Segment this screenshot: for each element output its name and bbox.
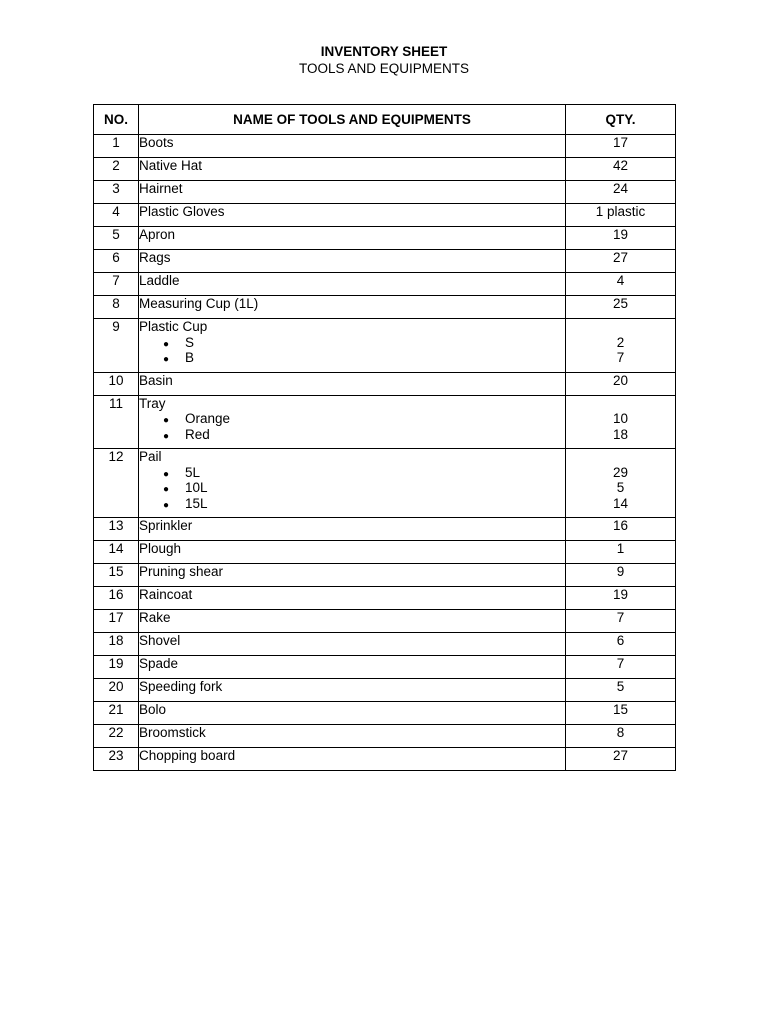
sub-item-label: 15L	[185, 495, 208, 511]
table-row	[94, 518, 676, 541]
cell-qty	[566, 372, 676, 395]
qty-spacer	[566, 396, 675, 412]
header-row	[94, 105, 676, 135]
table-row	[94, 319, 676, 373]
cell-no: 8	[94, 296, 139, 319]
sub-item-label: S	[185, 334, 195, 350]
sub-item-qty: 5	[616, 480, 625, 495]
cell-name	[139, 273, 566, 296]
qty-spacer	[566, 449, 675, 465]
qty-spacer	[566, 319, 675, 335]
bullet-icon: ●	[163, 338, 170, 350]
item-qty: 19	[612, 227, 629, 242]
sub-item-qty: 14	[612, 495, 629, 511]
cell-qty	[566, 204, 676, 227]
item-name: Apron	[139, 227, 176, 242]
cell-name	[139, 372, 566, 395]
document-subtitle: TOOLS AND EQUIPMENTS	[298, 61, 470, 76]
item-qty: 4	[616, 273, 625, 288]
cell-qty	[566, 518, 676, 541]
cell-no: 20	[94, 679, 139, 702]
cell-no: 5	[94, 227, 139, 250]
cell-no: 13	[94, 518, 139, 541]
cell-no: 2	[94, 158, 139, 181]
cell-no: 21	[94, 702, 139, 725]
cell-no: 19	[94, 656, 139, 679]
sub-item-qty: 7	[616, 350, 625, 365]
bullet-icon: ●	[163, 484, 170, 495]
item-qty: 25	[612, 296, 629, 311]
table-row	[94, 250, 676, 273]
item-qty: 20	[612, 372, 629, 388]
cell-no: 18	[94, 633, 139, 656]
item-qty: 9	[616, 564, 625, 579]
sub-item-label: Red	[185, 426, 210, 442]
cell-no: 9	[94, 319, 139, 373]
cell-name	[139, 296, 566, 319]
cell-no: 12	[94, 449, 139, 518]
cell-no: 1	[94, 135, 139, 158]
cell-qty	[566, 181, 676, 204]
table-body	[94, 135, 676, 771]
cell-qty	[566, 158, 676, 181]
document-title: INVENTORY SHEET	[320, 44, 448, 59]
table-row	[94, 372, 676, 395]
table-row	[94, 181, 676, 204]
cell-name	[139, 564, 566, 587]
table-row	[94, 204, 676, 227]
table-row	[94, 135, 676, 158]
item-name: Hairnet	[139, 181, 183, 196]
item-name: Boots	[139, 135, 174, 150]
sub-item-qty: 2	[616, 334, 625, 350]
document-header	[0, 43, 768, 77]
cell-qty	[566, 319, 676, 373]
item-name: Shovel	[139, 633, 181, 648]
table-row	[94, 656, 676, 679]
cell-name	[139, 518, 566, 541]
cell-name	[139, 633, 566, 656]
cell-no: 17	[94, 610, 139, 633]
cell-name	[139, 610, 566, 633]
item-name: Tray	[139, 395, 166, 411]
cell-name	[139, 135, 566, 158]
cell-qty	[566, 227, 676, 250]
bullet-icon: ●	[163, 499, 170, 511]
cell-name	[139, 541, 566, 564]
cell-no: 10	[94, 372, 139, 395]
cell-name	[139, 748, 566, 771]
cell-qty	[566, 250, 676, 273]
cell-qty	[566, 748, 676, 771]
sub-item-qty: 18	[612, 426, 629, 442]
item-name: Rake	[139, 610, 171, 625]
item-qty: 5	[616, 679, 625, 694]
sub-item	[139, 411, 565, 427]
table-row	[94, 725, 676, 748]
item-qty: 1 plastic	[595, 204, 646, 219]
cell-qty	[566, 541, 676, 564]
item-qty: 27	[612, 748, 629, 763]
bullet-icon: ●	[163, 354, 170, 365]
cell-qty	[566, 296, 676, 319]
cell-no: 23	[94, 748, 139, 771]
cell-qty	[566, 395, 676, 449]
cell-name	[139, 656, 566, 679]
table-row	[94, 587, 676, 610]
table-row	[94, 610, 676, 633]
bullet-icon: ●	[163, 430, 170, 442]
table-row	[94, 227, 676, 250]
table-row	[94, 541, 676, 564]
cell-name	[139, 587, 566, 610]
item-qty: 16	[612, 518, 629, 533]
sub-item	[139, 427, 565, 443]
item-name: Laddle	[139, 273, 180, 288]
cell-qty	[566, 633, 676, 656]
item-name: Rags	[139, 250, 171, 265]
cell-no: 14	[94, 541, 139, 564]
table-row	[94, 633, 676, 656]
bullet-icon: ●	[163, 415, 170, 426]
sub-item-label: 10L	[185, 480, 208, 495]
cell-no: 6	[94, 250, 139, 273]
item-qty: 24	[612, 181, 629, 196]
sub-item-label: B	[185, 350, 195, 365]
table-row	[94, 748, 676, 771]
sub-item	[139, 335, 565, 351]
column-header-name: NAME OF TOOLS AND EQUIPMENTS	[139, 105, 566, 135]
cell-name	[139, 181, 566, 204]
cell-no: 7	[94, 273, 139, 296]
sub-item-qty: 29	[612, 464, 629, 480]
item-name: Sprinkler	[139, 518, 193, 533]
column-header-qty: QTY.	[566, 105, 676, 135]
cell-name	[139, 679, 566, 702]
cell-qty	[566, 656, 676, 679]
cell-name	[139, 250, 566, 273]
item-name: Plastic Cup	[139, 319, 208, 334]
cell-no: 3	[94, 181, 139, 204]
item-name: Plastic Gloves	[139, 204, 225, 219]
item-name: Raincoat	[139, 587, 193, 602]
item-name: Pruning shear	[139, 564, 224, 579]
sub-item-label: 5L	[185, 464, 201, 480]
item-name: Basin	[139, 372, 173, 388]
item-name: Chopping board	[139, 748, 236, 763]
cell-no: 11	[94, 395, 139, 449]
item-qty: 27	[612, 250, 629, 265]
item-qty: 15	[612, 702, 629, 717]
item-name: Bolo	[139, 702, 167, 717]
cell-name	[139, 158, 566, 181]
cell-no: 22	[94, 725, 139, 748]
item-name: Measuring Cup (1L)	[139, 296, 259, 311]
table-header	[94, 105, 676, 135]
cell-qty	[566, 135, 676, 158]
column-header-no: NO.	[94, 105, 139, 135]
bullet-icon: ●	[163, 468, 170, 480]
item-qty: 17	[612, 135, 629, 150]
sub-item	[139, 465, 565, 481]
cell-no: 4	[94, 204, 139, 227]
table-row	[94, 296, 676, 319]
cell-qty	[566, 702, 676, 725]
cell-no: 15	[94, 564, 139, 587]
cell-qty	[566, 587, 676, 610]
sub-item-qty: 10	[612, 411, 629, 426]
sub-item-label: Orange	[185, 411, 231, 426]
sub-item	[139, 496, 565, 512]
item-name: Plough	[139, 541, 182, 556]
sub-item	[139, 350, 565, 366]
item-qty: 7	[616, 610, 625, 625]
cell-name	[139, 227, 566, 250]
cell-qty	[566, 610, 676, 633]
item-qty: 1	[616, 541, 625, 556]
item-qty: 6	[616, 633, 625, 648]
table-row	[94, 564, 676, 587]
table-row	[94, 702, 676, 725]
inventory-table	[93, 104, 676, 771]
cell-qty	[566, 273, 676, 296]
item-name: Spade	[139, 656, 179, 671]
cell-name	[139, 702, 566, 725]
cell-name	[139, 204, 566, 227]
cell-name	[139, 725, 566, 748]
cell-qty	[566, 564, 676, 587]
cell-qty	[566, 725, 676, 748]
item-name: Broomstick	[139, 725, 206, 740]
item-qty: 8	[616, 725, 625, 740]
cell-name	[139, 449, 566, 518]
item-name: Speeding fork	[139, 679, 223, 694]
table-row	[94, 395, 676, 449]
item-qty: 19	[612, 587, 629, 602]
cell-qty	[566, 679, 676, 702]
table-row	[94, 679, 676, 702]
sub-item	[139, 480, 565, 496]
table-row	[94, 273, 676, 296]
item-qty: 7	[616, 656, 625, 671]
cell-name	[139, 319, 566, 373]
item-name: Native Hat	[139, 158, 203, 173]
cell-no: 16	[94, 587, 139, 610]
table-row	[94, 449, 676, 518]
item-qty: 42	[612, 158, 629, 173]
item-name: Pail	[139, 449, 162, 464]
table-row	[94, 158, 676, 181]
cell-qty	[566, 449, 676, 518]
cell-name	[139, 395, 566, 449]
